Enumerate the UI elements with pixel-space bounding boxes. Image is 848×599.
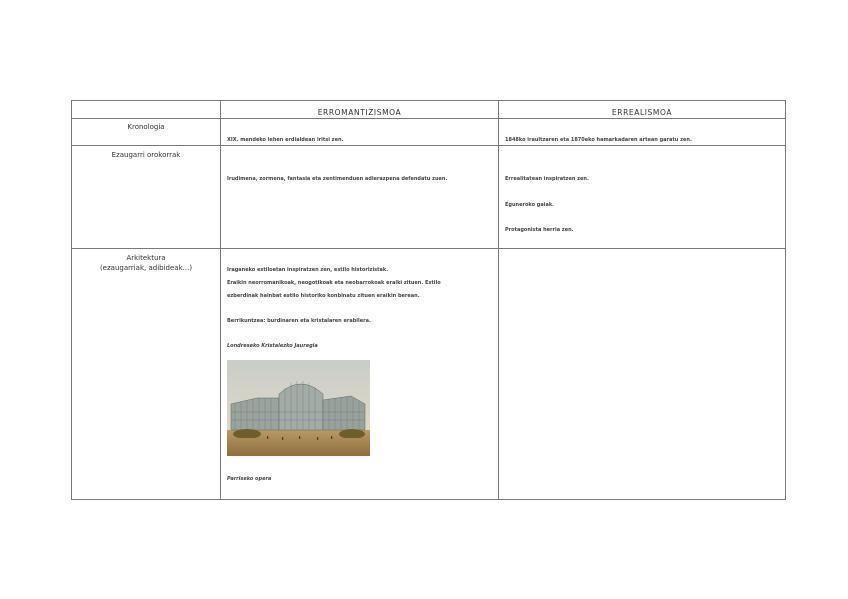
header-cell-romanticism (221, 101, 499, 119)
table-row-kronologia (72, 119, 786, 146)
caption-crystal-palace: Londreseko Kristalezko Jauregia (227, 343, 318, 349)
text-ezaugarriak-realism-1: Errealitatean inspiratzen zen. (505, 176, 589, 182)
row-label-arkitektura-2: (ezaugarriak, adibideak...) (99, 264, 193, 272)
text-arkitektura-line-3: ezberdinak hainbat estilo historiko konbinatu zituen eraikin berean. (227, 293, 420, 299)
cell-ezaugarriak-romanticism (221, 146, 499, 249)
text-ezaugarriak-realism-3: Protagonista herria zen. (505, 227, 574, 233)
header-realism: ERREALISMOA (611, 108, 673, 117)
cell-arkitektura-romanticism (221, 249, 499, 500)
cell-kronologia-realism (499, 119, 786, 146)
crystal-palace-image (227, 360, 370, 456)
text-arkitektura-line-1: Iraganeko estiloetan inspiratzen zen, estilo historizistak. (227, 267, 389, 273)
cell-ezaugarriak-realism (499, 146, 786, 249)
cell-arkitektura-realism (499, 249, 786, 500)
header-cell-realism (499, 101, 786, 119)
cell-kronologia-romanticism (221, 119, 499, 146)
text-ezaugarriak-realism-2: Eguneroko gaiak. (505, 202, 555, 208)
comparison-table (71, 100, 786, 500)
row-label-ezaugarriak: Ezaugarri orokorrak (111, 151, 181, 159)
text-kronologia-realism: 1848ko iraultzaren eta 1870eko hamarkadaren artean garatu zen. (505, 137, 692, 143)
row-label-arkitektura-1: Arkitektura (126, 254, 166, 262)
text-arkitektura-line-2: Eraikin neorromanikoak, neogotikoak eta neobarrokoak eraiki zituen. Estilo (227, 280, 441, 286)
text-arkitektura-innovation: Berrikuntzea: burdinaren eta kristalaren erabilera. (227, 318, 371, 324)
table-row-ezaugarriak (72, 146, 786, 249)
table-header-row (72, 101, 786, 119)
header-romanticism: ERROMANTIZISMOA (317, 108, 402, 117)
caption-paris-opera: Parriseko opera (227, 476, 272, 482)
label-cell-ezaugarriak (72, 146, 221, 249)
header-empty-cell (72, 101, 221, 119)
label-cell-kronologia (72, 119, 221, 146)
table-row-arkitektura (72, 249, 786, 500)
text-ezaugarriak-romanticism: Irudimena, zormena, fantasia eta zentimenduen adierazpena defendatu zuen. (227, 176, 448, 182)
text-kronologia-romanticism: XIX. mendeko lehen erdialdean iritsi zen. (227, 137, 344, 143)
label-cell-arkitektura (72, 249, 221, 500)
row-label-kronologia: Kronologia (127, 123, 165, 131)
